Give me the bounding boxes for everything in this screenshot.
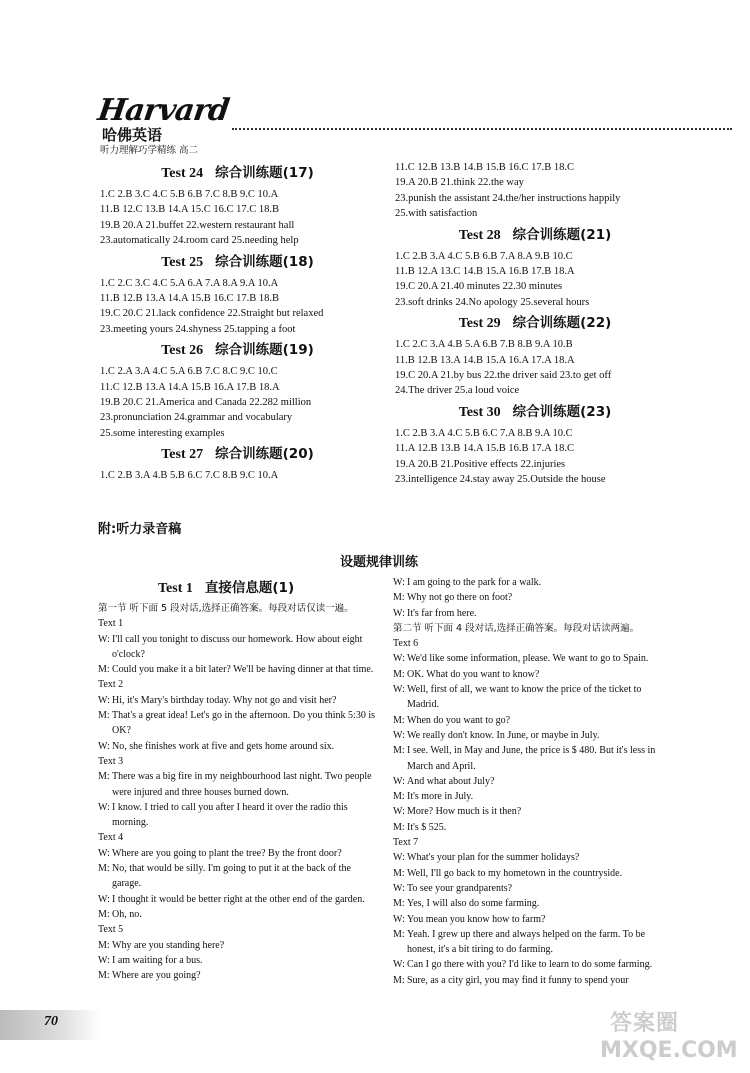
speaker: W: [393, 607, 405, 619]
line-text: No, that would be silly. I'm going to put it at the back of the garage. [112, 863, 351, 890]
dialogue-line [393, 575, 675, 590]
dialogue-line [393, 927, 675, 958]
answer-row: 1.C 2.A 3.A 4.C 5.A 6.B 7.C 8.C 9.C 10.C [100, 366, 278, 378]
line-text: I am going to the park for a walk. [407, 577, 542, 588]
line-text: When do you want to go? [407, 714, 511, 726]
test-heading [395, 312, 675, 335]
dialogue-line [393, 728, 675, 743]
answer-row: 1.C 2.B 3.C 4.C 5.B 6.B 7.C 8.B 9.C 10.A [100, 189, 279, 200]
dialogue-line [98, 907, 376, 922]
line-text: More? How much is it then? [407, 806, 522, 818]
line-text: We'd like some information, please. We want to go to Spain. [407, 653, 649, 665]
test-heading [395, 224, 675, 247]
test-number: Test 27 [161, 447, 204, 463]
test-name: 综合训练题(18) [215, 253, 314, 270]
line-text: It's more in July. [407, 791, 474, 803]
answer-row: 23.punish the assistant 24.the/her instructions happily [395, 192, 621, 204]
speaker: W: [393, 653, 405, 665]
answer-row: 23.meeting yours 24.shyness 25.tapping a foot [100, 323, 296, 335]
speaker: M: [393, 714, 405, 726]
transcript-label [98, 830, 376, 845]
test-name: 综合训练题(21) [512, 226, 612, 243]
logo-chinese: 哈佛英语 [102, 126, 163, 144]
answer-row: 11.B 12.B 13.A 14.A 15.B 16.C 17.B 18.B [100, 293, 280, 305]
answer-row: 19.C 20.A 21.40 minutes 22.30 minutes [395, 281, 563, 293]
line-text: Yeah. I grew up there and always helped on the farm. To be honest, it's a bit tiring to do farming. [407, 928, 646, 956]
speaker: M: [393, 745, 405, 757]
line-text: And what about July? [407, 775, 495, 787]
dialogue-line [393, 651, 675, 666]
answer-row: 19.A 20.B 21.think 22.the way [395, 177, 524, 189]
dialogue-line [98, 632, 376, 663]
watermark-url: MXQE.COM [600, 1038, 738, 1063]
line-text: Could you make it a bit later? We'll be having dinner at that time. [112, 664, 374, 676]
dialogue-line [98, 739, 376, 754]
answer-continuation [395, 160, 675, 222]
speaker: M: [98, 710, 110, 722]
line-text: To see your grandparents? [407, 882, 513, 894]
speaker: W: [393, 913, 405, 925]
test-number: Test 28 [458, 227, 501, 243]
line-text: I am waiting for a bus. [112, 954, 203, 966]
speaker: M: [98, 939, 110, 951]
line-text: Well, I'll go back to my hometown in the countryside. [407, 867, 623, 879]
logo-subtitle: 听力理解巧学精练 高二 [100, 145, 199, 156]
test-heading [100, 162, 375, 185]
test-number: Test 24 [161, 166, 204, 181]
dialogue-line [393, 957, 675, 972]
test-heading [100, 443, 375, 466]
line-text: It's far from here. [407, 607, 477, 619]
speaker: W: [98, 694, 110, 706]
line-text: No, she finishes work at five and gets home around six. [112, 740, 335, 752]
line-text: Text 6 [393, 638, 419, 650]
test-name: 综合训练题(19) [215, 342, 314, 359]
line-text: You mean you know how to farm? [407, 913, 546, 925]
speaker: M: [393, 928, 405, 940]
transcript-test-number: Test 1 [158, 581, 193, 596]
line-text: Where are you going? [112, 970, 201, 982]
answer-row: 1.C 2.C 3.A 4.B 5.A 6.B 7.B 8.B 9.A 10.B [395, 339, 573, 351]
dialogue-line [98, 968, 376, 983]
answer-row: 11.A 12.B 13.B 14.A 15.B 16.B 17.A 18.C [395, 443, 575, 455]
speaker: W: [393, 852, 405, 864]
answer-row: 25.some interesting examples [100, 427, 225, 439]
dialogue-line [98, 846, 376, 861]
speaker: M: [393, 974, 405, 986]
dialogue-line [393, 850, 675, 865]
test-name: 综合训练题(22) [512, 315, 612, 332]
line-text: There was a big fire in my neighbourhood last night. Two people were injured and three houses burned down. [112, 771, 372, 798]
speaker: W: [98, 740, 110, 752]
dialogue-line [393, 713, 675, 728]
dialogue-line [393, 667, 675, 682]
answer-row: 11.B 12.C 13.B 14.A 15.C 16.C 17.C 18.B [100, 204, 280, 216]
line-text: Text 5 [98, 924, 124, 936]
transcript-label [393, 636, 675, 651]
speaker: W: [393, 959, 405, 971]
speaker: W: [393, 806, 405, 818]
dialogue-line [98, 708, 376, 739]
dialogue-line [393, 774, 675, 789]
speaker: M: [98, 771, 110, 783]
transcript-label [98, 754, 376, 769]
transcript-label [98, 601, 376, 616]
speaker: M: [98, 908, 110, 920]
line-text: Can I go there with you? I'd like to learn to do some farming. [407, 959, 653, 971]
line-text: 第一节 听下面 5 段对话,选择正确答案。每段对话仅读一遍。 [98, 603, 354, 614]
speaker: W: [393, 775, 405, 787]
line-text: Why are you standing here? [112, 939, 225, 951]
dialogue-line [393, 682, 675, 713]
line-text: Oh, no. [112, 908, 142, 920]
line-text: Well, first of all, we want to know the price of the ticket to Madrid. [407, 684, 642, 711]
test-name: 综合训练题(17) [215, 165, 314, 181]
line-text: OK. What do you want to know? [407, 668, 540, 680]
dialogue-line [393, 973, 675, 988]
dialogue-line [98, 693, 376, 708]
line-text: Text 1 [98, 618, 124, 630]
test-heading [100, 251, 375, 274]
test-number: Test 29 [458, 316, 501, 332]
line-text: I know. I tried to call you after I heard it over the radio this morning. [112, 801, 348, 829]
line-text: Text 2 [98, 679, 124, 691]
test-number: Test 26 [161, 343, 204, 359]
answer-row: 23.pronunciation 24.grammar and vocabulary [100, 412, 293, 424]
dialogue-line [393, 789, 675, 804]
dialogue-line [393, 866, 675, 881]
watermark: 答案圈 [610, 1011, 680, 1036]
dialogue-line [98, 892, 376, 907]
answer-row: 23.automatically 24.room card 25.needing help [100, 235, 299, 247]
speaker: W: [98, 893, 110, 905]
transcript-label [393, 621, 675, 636]
speaker: M: [393, 898, 405, 910]
answer-row: 25.with satisfaction [395, 208, 478, 220]
logo-script: Harvard [95, 93, 231, 128]
dialogue-line [98, 800, 376, 831]
speaker: M: [98, 863, 110, 875]
transcript-test-name: 直接信息题(1) [204, 580, 295, 596]
line-text: Text 7 [393, 837, 419, 849]
answer-row: 11.C 12.B 13.B 14.B 15.B 16.C 17.B 18.C [395, 162, 575, 173]
dialogue-line [393, 606, 675, 621]
section-title: 设题规律训练 [340, 555, 419, 570]
transcript-label [98, 922, 376, 937]
line-text: Hi, it's Mary's birthday today. Why not go and visit her? [112, 694, 337, 706]
dialogue-line [393, 912, 675, 927]
line-text: Yes, I will also do some farming. [407, 898, 540, 910]
dialogue-line [393, 881, 675, 896]
speaker: M: [393, 791, 405, 803]
dialogue-line [98, 938, 376, 953]
answer-row: 1.C 2.B 3.A 4.B 5.B 6.C 7.C 8.B 9.C 10.A [100, 470, 279, 482]
answer-row: 19.B 20.A 21.buffet 22.western restaurant hall [100, 219, 295, 231]
answer-row: 1.C 2.B 3.A 4.C 5.B 6.B 7.A 8.A 9.B 10.C [395, 250, 573, 262]
dialogue-line [98, 861, 376, 892]
dialogue-line [393, 804, 675, 819]
line-text: 第二节 听下面 4 段对话,选择正确答案。每段对话读两遍。 [393, 622, 640, 634]
speaker: W: [98, 801, 110, 813]
test-name: 综合训练题(20) [215, 446, 314, 463]
answer-row: 19.C 20.A 21.by bus 22.the driver said 23.to get off [395, 370, 612, 382]
line-text: I thought it would be better right at the other end of the garden. [112, 893, 365, 905]
speaker: M: [393, 867, 405, 879]
dialogue-line [393, 590, 675, 605]
line-text: Text 4 [98, 832, 124, 844]
speaker: W: [393, 729, 405, 741]
test-heading [100, 339, 375, 362]
speaker: W: [98, 633, 110, 645]
answer-row: 23.intelligence 24.stay away 25.Outside the house [395, 474, 606, 486]
answer-row: 11.B 12.B 13.A 14.B 15.A 16.A 17.A 18.A [395, 354, 575, 366]
transcript-label [393, 835, 675, 850]
speaker: M: [393, 592, 405, 604]
speaker: W: [98, 954, 110, 966]
speaker: W: [393, 882, 405, 894]
answer-row: 1.C 2.C 3.C 4.C 5.A 6.A 7.A 8.A 9.A 10.A [100, 277, 279, 289]
header-dotted-rule [232, 128, 732, 130]
line-text: Why not go there on foot? [407, 592, 513, 604]
answer-row: 11.C 12.B 13.A 14.A 15.B 16.A 17.B 18.A [100, 381, 280, 393]
answer-key-left [100, 160, 375, 484]
answer-row: 19.A 20.B 21.Positive effects 22.injuries [395, 458, 566, 470]
line-text: Text 3 [98, 755, 124, 767]
answer-tests [395, 224, 675, 488]
speaker: W: [98, 847, 110, 859]
test-heading [395, 401, 675, 424]
speaker: M: [98, 664, 110, 676]
transcript-label [98, 677, 376, 692]
test-name: 综合训练题(23) [512, 403, 612, 420]
line-text: I see. Well, in May and June, the price is $ 480. But it's less in March and April. [407, 745, 656, 772]
speaker: M: [393, 668, 405, 680]
transcript-label [98, 616, 376, 631]
dialogue-line [393, 896, 675, 911]
line-text: I'll call you tonight to discuss our homework. How about eight o'clock? [112, 633, 363, 660]
speaker: M: [98, 970, 110, 982]
transcript-right [393, 575, 675, 988]
answer-row: 11.B 12.A 13.C 14.B 15.A 16.B 17.B 18.A [395, 266, 575, 278]
dialogue-line [393, 820, 675, 835]
answer-row: 23.soft drinks 24.No apology 25.several hours [395, 296, 590, 308]
line-text: What's your plan for the summer holidays? [407, 852, 580, 864]
appendix-title: 附:听力录音稿 [98, 522, 182, 537]
dialogue-line [98, 662, 376, 677]
line-text: That's a great idea! Let's go in the afternoon. Do you think 5:30 is OK? [112, 710, 375, 737]
line-text: Sure, as a city girl, you may find it funny to spend your [407, 974, 629, 986]
answer-row: 19.C 20.C 21.lack confidence 22.Straight but relaxed [100, 308, 324, 320]
page-number: 70 [44, 1014, 58, 1029]
answer-row: 24.The driver 25.a loud voice [395, 385, 520, 397]
speaker: W: [393, 577, 405, 588]
speaker: M: [393, 821, 405, 833]
dialogue-line [98, 953, 376, 968]
transcript-test-heading [100, 575, 375, 602]
test-number: Test 30 [458, 404, 501, 420]
speaker: W: [393, 684, 405, 696]
line-text: Where are you going to plant the tree? By the front door? [112, 847, 342, 859]
line-text: We really don't know. In June, or maybe in July. [407, 729, 600, 741]
answer-row: 1.C 2.B 3.A 4.C 5.B 6.C 7.A 8.B 9.A 10.C [395, 427, 573, 439]
line-text: It's $ 525. [407, 821, 447, 833]
dialogue-line [393, 743, 675, 774]
answer-key-right [395, 160, 675, 488]
brand-logo [95, 93, 231, 158]
test-number: Test 25 [161, 254, 204, 270]
answer-row: 19.B 20.C 21.America and Canada 22.282 million [100, 397, 312, 409]
dialogue-line [98, 769, 376, 800]
transcript-left [98, 601, 376, 983]
